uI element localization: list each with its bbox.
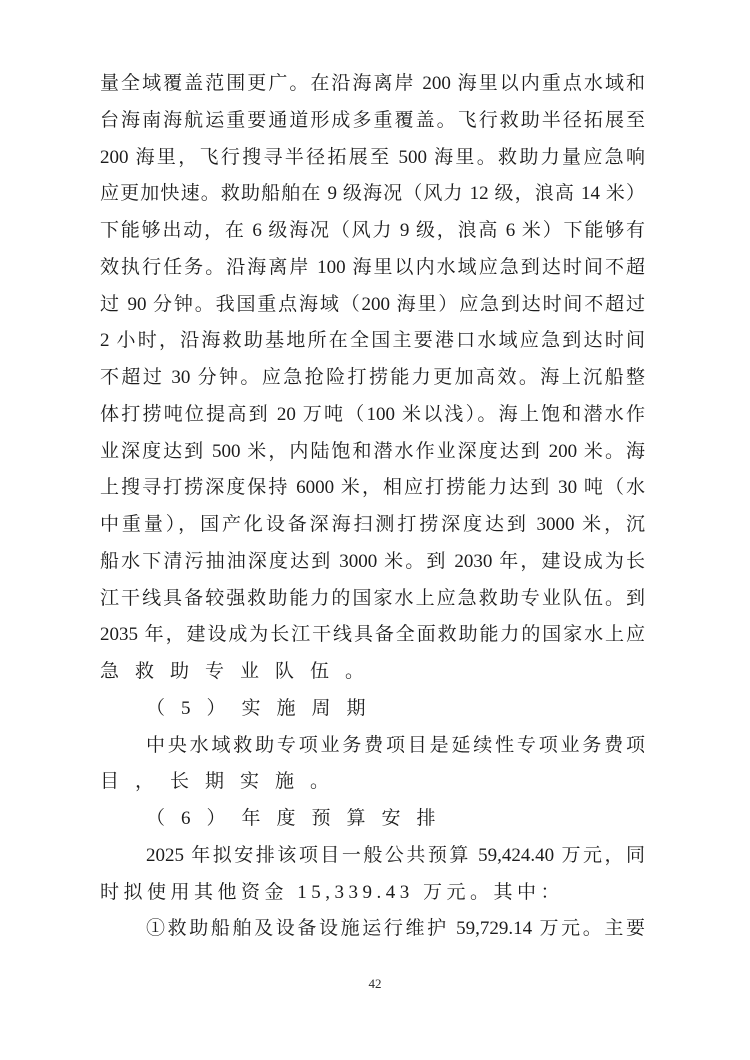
text-line: 时拟使用其他资金 15,339.43 万元。其中： [100,881,565,903]
text-line: 中重量），国产化设备深海扫测打捞深度达到 3000 米，沉 [100,514,645,535]
text-line: 业深度达到 500 米，内陆饱和潜水作业深度达到 200 米。海 [100,440,645,462]
text-line: 2 小时，沿海救助基地所在全国主要港口水域应急到达时间 [100,330,645,352]
text-line: 不超过 30 分钟。应急抢险打捞能力更加高效。海上沉船整 [100,367,645,388]
text-line: （5）实施周期 [146,697,382,719]
text-line: 江干线具备较强救助能力的国家水上应急救助专业队伍。到 [100,587,645,609]
text-line: 急救助专业队伍。 [100,661,381,682]
text-line: 2025 年拟安排该项目一般公共预算 59,424.40 万元，同 [146,844,645,866]
text-line: 下能够出动，在 6 级海况（风力 9 级，浪高 6 米）下能够有 [100,220,645,241]
text-line: 过 90 分钟。我国重点海域（200 海里）应急到达时间不超过 [100,293,645,315]
document-text-block [100,66,645,948]
text-line: 中央水域救助专项业务费项目是延续性专项业务费项 [146,734,645,756]
text-line: ①救助船舶及设备设施运行维护 59,729.14 万元。主要 [146,918,645,940]
text-line: 目，长期实施。 [100,771,346,793]
text-line: 体打捞吨位提高到 20 万吨（100 米以浅）。海上饱和潜水作 [100,403,645,425]
text-line: 2035 年，建设成为长江干线具备全面救助能力的国家水上应 [100,624,645,646]
text-line: 上搜寻打捞深度保持 6000 米，相应打捞能力达到 30 吨（水 [100,477,645,499]
text-line: 应更加快速。救助船舶在 9 级海况（风力 12 级，浪高 14 米） [100,183,645,205]
text-line: （6）年度预算安排 [146,808,452,829]
text-line: 效执行任务。沿海离岸 100 海里以内水域应急到达时间不超 [100,256,645,278]
text-line: 台海南海航运重要通道形成多重覆盖。飞行救助半径拓展至 [100,109,645,131]
text-line: 量全域覆盖范围更广。在沿海离岸 200 海里以内重点水域和 [100,73,645,94]
text-line: 200 海里，飞行搜寻半径拓展至 500 海里。救助力量应急响 [100,146,645,168]
page-number: 42 [368,976,382,991]
text-line: 船水下清污抽油深度达到 3000 米。到 2030 年，建设成为长 [100,550,645,572]
